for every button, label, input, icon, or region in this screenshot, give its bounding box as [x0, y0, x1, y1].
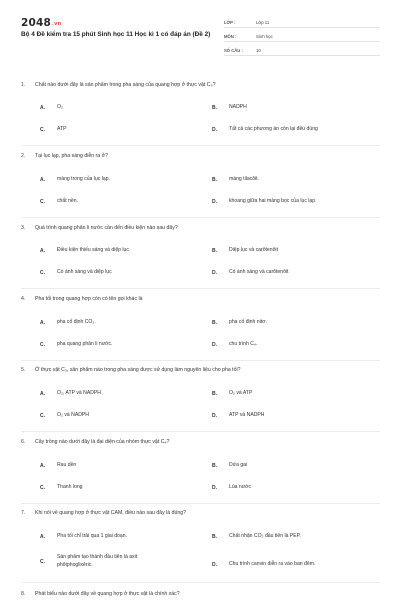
option-letter: C.	[40, 412, 45, 419]
option-letter: A.	[40, 104, 45, 111]
question-number: 2.	[21, 153, 26, 159]
question-stem	[21, 591, 180, 597]
option-text: màng trong của lục lạp.	[57, 176, 110, 182]
option-text: pha cố định nitơ.	[229, 319, 267, 325]
option-text: pha quang phân li nước.	[57, 341, 113, 347]
question-stem	[21, 439, 169, 445]
option-text: Dứa gai	[229, 462, 248, 468]
option-text: NADPH	[229, 104, 247, 110]
answer-option[interactable]	[212, 247, 382, 255]
meta-value: Sinh học	[256, 34, 273, 39]
question-text: Cây trồng nào dưới đây là đại diện của nhóm thực vật C₄?	[35, 439, 170, 445]
option-text: ATP và NADPH	[229, 412, 265, 418]
meta-label: SỐ CÂU :	[224, 48, 243, 53]
answer-option[interactable]	[40, 319, 200, 327]
answer-option[interactable]	[212, 484, 382, 492]
option-letter: D.	[212, 561, 217, 568]
meta-row-count	[224, 43, 380, 56]
meta-value: Lớp 11	[256, 20, 270, 25]
option-text: Thanh long	[57, 484, 83, 490]
option-letter: D.	[212, 269, 217, 276]
question-stem	[21, 82, 215, 88]
option-letter: B.	[212, 390, 217, 397]
meta-label: LỚP :	[224, 20, 236, 25]
option-letter: C.	[40, 269, 45, 276]
option-text: khoang giữa hai màng bọc của lục lạp.	[229, 198, 317, 204]
document-meta	[224, 15, 380, 57]
answer-option[interactable]	[40, 126, 200, 134]
option-text: Có ánh sáng và carôtenôit	[229, 269, 289, 275]
question-stem	[21, 367, 241, 373]
option-letter: B.	[212, 462, 217, 469]
question-stem	[21, 510, 186, 516]
answer-option[interactable]	[40, 390, 200, 398]
question-number: 6.	[21, 439, 26, 445]
option-letter: B.	[212, 319, 217, 326]
answer-option[interactable]	[40, 341, 200, 349]
option-letter: C.	[40, 198, 45, 205]
option-letter: A.	[40, 319, 45, 326]
meta-label: MÔN :	[224, 34, 237, 39]
divider	[21, 431, 380, 432]
question-number: 3.	[21, 225, 26, 231]
answer-option[interactable]	[212, 561, 382, 569]
question-text: Pha tối trong quang hợp còn có tên gọi khác là	[35, 296, 143, 302]
option-text: Chất nhận CO₂ đầu tiên là PEP.	[229, 533, 301, 539]
question-text: Chất nào dưới đây là sản phẩm trong pha sáng của quang hợp ở thực vật C₃?	[35, 82, 216, 88]
answer-option[interactable]	[40, 533, 200, 541]
option-letter: B.	[212, 533, 217, 540]
answer-option[interactable]	[40, 247, 200, 255]
answer-option[interactable]	[212, 341, 382, 349]
question-stem	[21, 296, 143, 302]
option-letter: D.	[212, 484, 217, 491]
option-letter: B.	[212, 247, 217, 254]
answer-option[interactable]	[212, 462, 382, 470]
option-letter: A.	[40, 247, 45, 254]
option-letter: C.	[40, 484, 45, 491]
option-text: chu trình C₄.	[229, 341, 258, 347]
option-text: O₂ và ATP	[229, 390, 253, 396]
question-text: Phát biểu nào dưới đây về quang hợp ở thực vật là chính xác?	[35, 591, 180, 597]
question-number: 5.	[21, 367, 26, 373]
answer-option[interactable]	[212, 319, 382, 327]
question-stem	[21, 225, 178, 231]
answer-option[interactable]	[40, 269, 200, 277]
option-text: ATP	[57, 126, 67, 132]
answer-option[interactable]	[40, 554, 190, 569]
divider	[21, 503, 380, 504]
answer-option[interactable]	[40, 484, 200, 492]
option-text: Tất cả các phương án còn lại đều đúng	[229, 126, 318, 132]
answer-option[interactable]	[40, 104, 200, 112]
page-header	[0, 0, 400, 64]
option-letter: A.	[40, 533, 45, 540]
question-number: 7.	[21, 510, 26, 516]
answer-option[interactable]	[212, 104, 382, 112]
answer-option[interactable]	[212, 390, 382, 398]
option-letter: C.	[40, 126, 45, 133]
option-text: Rau dền	[57, 462, 77, 468]
question-text: Tại lục lạp, pha sáng diễn ra ở?	[35, 153, 108, 159]
question-text: Khi nói về quang hợp ở thực vật CAM, điều nào sau đây là đúng?	[35, 510, 187, 516]
option-text: Pha tối chỉ trải qua 1 giai đoạn.	[57, 533, 127, 539]
meta-row-class	[224, 15, 380, 28]
divider	[21, 288, 380, 289]
answer-option[interactable]	[40, 462, 200, 470]
option-text: O₂, ATP và NADPH	[57, 390, 101, 396]
question-number: 4.	[21, 296, 26, 302]
answer-option[interactable]	[40, 176, 200, 184]
question-number: 1.	[21, 82, 26, 88]
question-text: Quá trình quang phân li nước cần đến điều kiện nào sau đây?	[35, 225, 178, 231]
option-text: O₂ và NADPH	[57, 412, 89, 418]
answer-option[interactable]	[212, 412, 382, 420]
divider	[21, 145, 380, 146]
option-text: pha cố định CO₂.	[57, 319, 96, 325]
option-text: Diệp lục và carôtenôit	[229, 247, 278, 253]
answer-option[interactable]	[212, 269, 382, 277]
option-text: Sản phẩm tạo thành đầu tiên là axit phôtphoglixêric.	[57, 554, 138, 568]
option-text: Chu trình canvin diễn ra vào ban đêm.	[229, 561, 316, 567]
question-number: 8.	[21, 591, 26, 597]
option-text: màng tilacôit.	[229, 176, 260, 182]
document-title: Bộ 4 Đề kiểm tra 15 phút Sinh học 11 Học kì 1 có đáp án (Đề 2)	[21, 31, 211, 38]
option-letter: D.	[212, 126, 217, 133]
option-letter: A.	[40, 462, 45, 469]
option-text: chất nền.	[57, 198, 78, 204]
answer-option[interactable]	[212, 198, 382, 206]
answer-option[interactable]	[40, 198, 200, 206]
option-letter: A.	[40, 176, 45, 183]
meta-value: 10	[256, 48, 261, 53]
answer-option[interactable]	[212, 126, 382, 134]
option-text: O₂	[57, 104, 63, 110]
answer-option[interactable]	[212, 533, 382, 541]
option-letter: C.	[40, 341, 45, 348]
option-letter: D.	[212, 412, 217, 419]
question-stem	[21, 153, 108, 159]
divider	[21, 217, 380, 218]
divider	[21, 582, 380, 583]
option-letter: D.	[212, 341, 217, 348]
option-text: Lúa nước	[229, 484, 252, 490]
option-text: Có ánh sáng và diệp lục	[57, 269, 112, 275]
option-letter: C.	[40, 558, 45, 565]
question-text: Ở thực vật C₃, sản phẩm nào trong pha sáng được sử dụng làm nguyên liệu cho pha tối?	[35, 367, 241, 373]
option-letter: B.	[212, 176, 217, 183]
logo-text: 2048	[21, 17, 52, 29]
divider	[21, 360, 380, 361]
answer-option[interactable]	[40, 412, 200, 420]
option-letter: D.	[212, 198, 217, 205]
answer-option[interactable]	[212, 176, 382, 184]
logo-suffix: .vn	[52, 21, 62, 27]
site-logo[interactable]	[21, 17, 61, 29]
option-letter: A.	[40, 390, 45, 397]
option-text: Điều kiện thiếu sáng và diệp lục	[57, 247, 129, 253]
option-letter: B.	[212, 104, 217, 111]
meta-row-subject	[224, 29, 380, 42]
